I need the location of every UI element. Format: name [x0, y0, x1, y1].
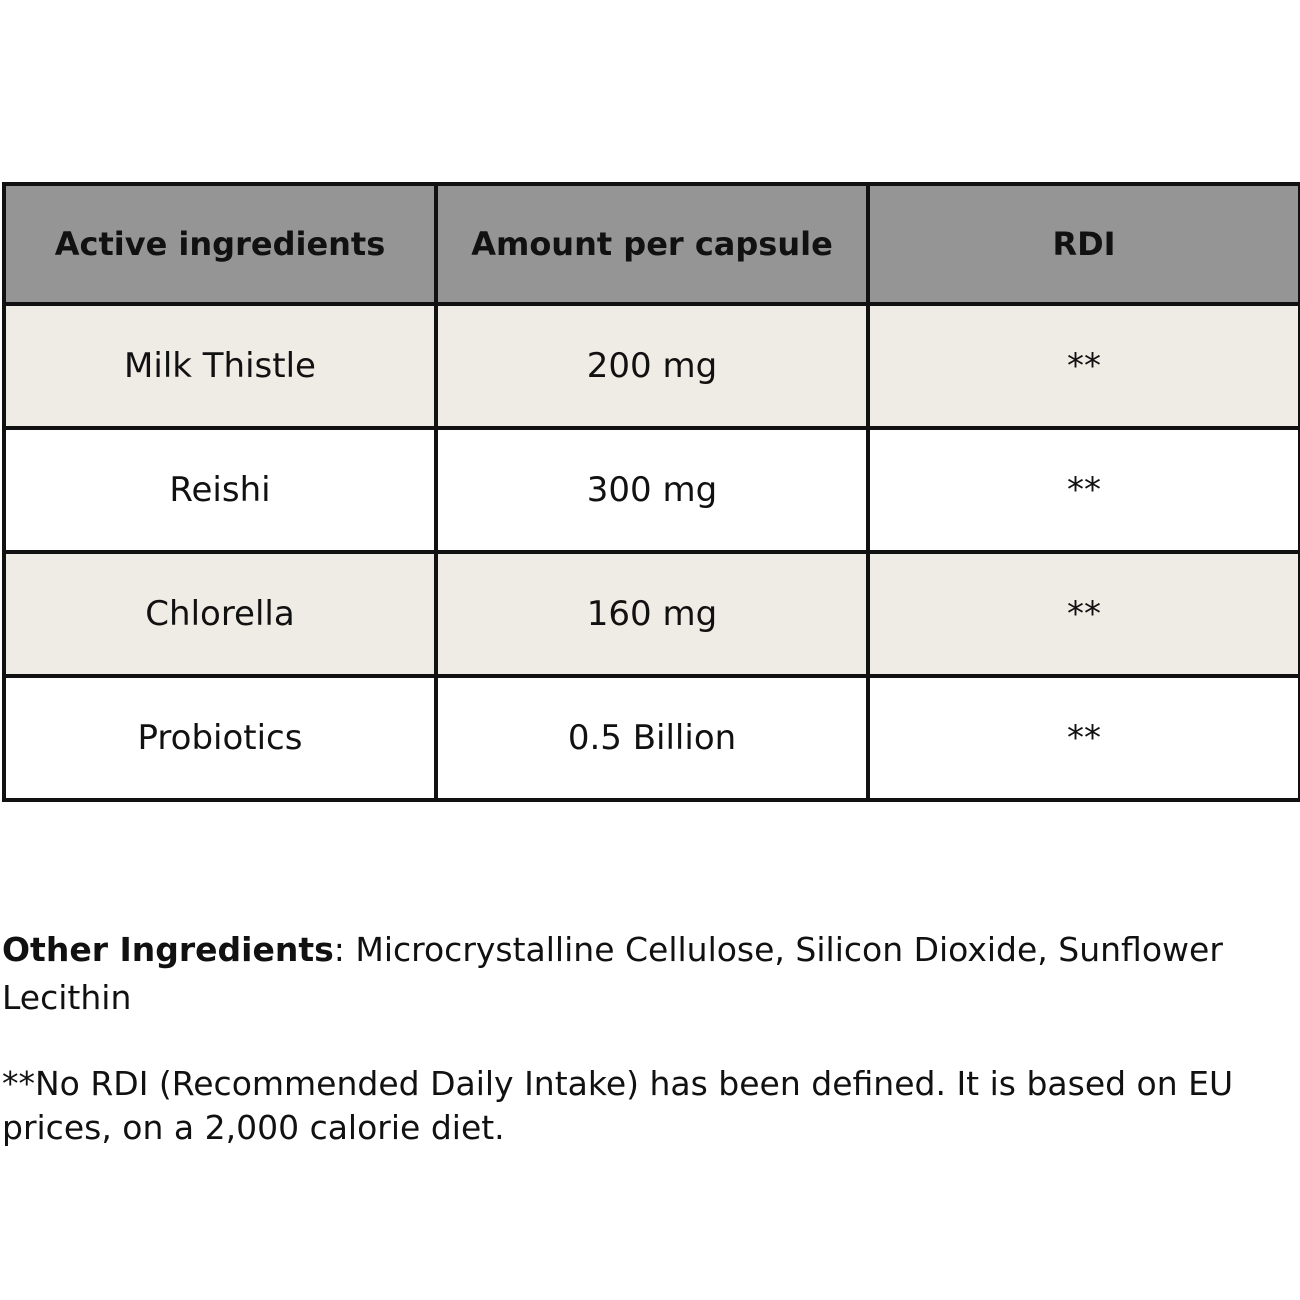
- rdi-cell: **: [868, 676, 1300, 800]
- ingredients-table: [2, 182, 1300, 802]
- rdi-cell: **: [868, 428, 1300, 552]
- rdi-footnote: **No RDI (Recommended Daily Intake) has been defined. It is based on EU prices, on a 2,000 calorie diet.: [2, 1064, 1234, 1147]
- notes-section: [2, 926, 1292, 1150]
- table-row: [4, 428, 1300, 552]
- ingredient-cell: Chlorella: [4, 552, 436, 676]
- header-active-ingredients: Active ingredients: [4, 184, 436, 304]
- rdi-cell: **: [868, 304, 1300, 428]
- other-ingredients-paragraph: [2, 926, 1292, 1022]
- header-amount-per-capsule: Amount per capsule: [436, 184, 868, 304]
- amount-cell: 200 mg: [436, 304, 868, 428]
- ingredient-cell: Milk Thistle: [4, 304, 436, 428]
- table-row: [4, 552, 1300, 676]
- ingredient-cell: Probiotics: [4, 676, 436, 800]
- other-ingredients-label: Other Ingredients: [2, 930, 334, 969]
- table-row: [4, 304, 1300, 428]
- amount-cell: 0.5 Billion: [436, 676, 868, 800]
- amount-cell: 300 mg: [436, 428, 868, 552]
- amount-cell: 160 mg: [436, 552, 868, 676]
- table-row: [4, 676, 1300, 800]
- table-header-row: [4, 184, 1300, 304]
- header-rdi: RDI: [868, 184, 1300, 304]
- rdi-cell: **: [868, 552, 1300, 676]
- other-ingredients-text: : Microcrystalline Cellulose, Silicon Dioxide, Sunflower Lecithin: [2, 930, 1223, 1017]
- ingredient-cell: Reishi: [4, 428, 436, 552]
